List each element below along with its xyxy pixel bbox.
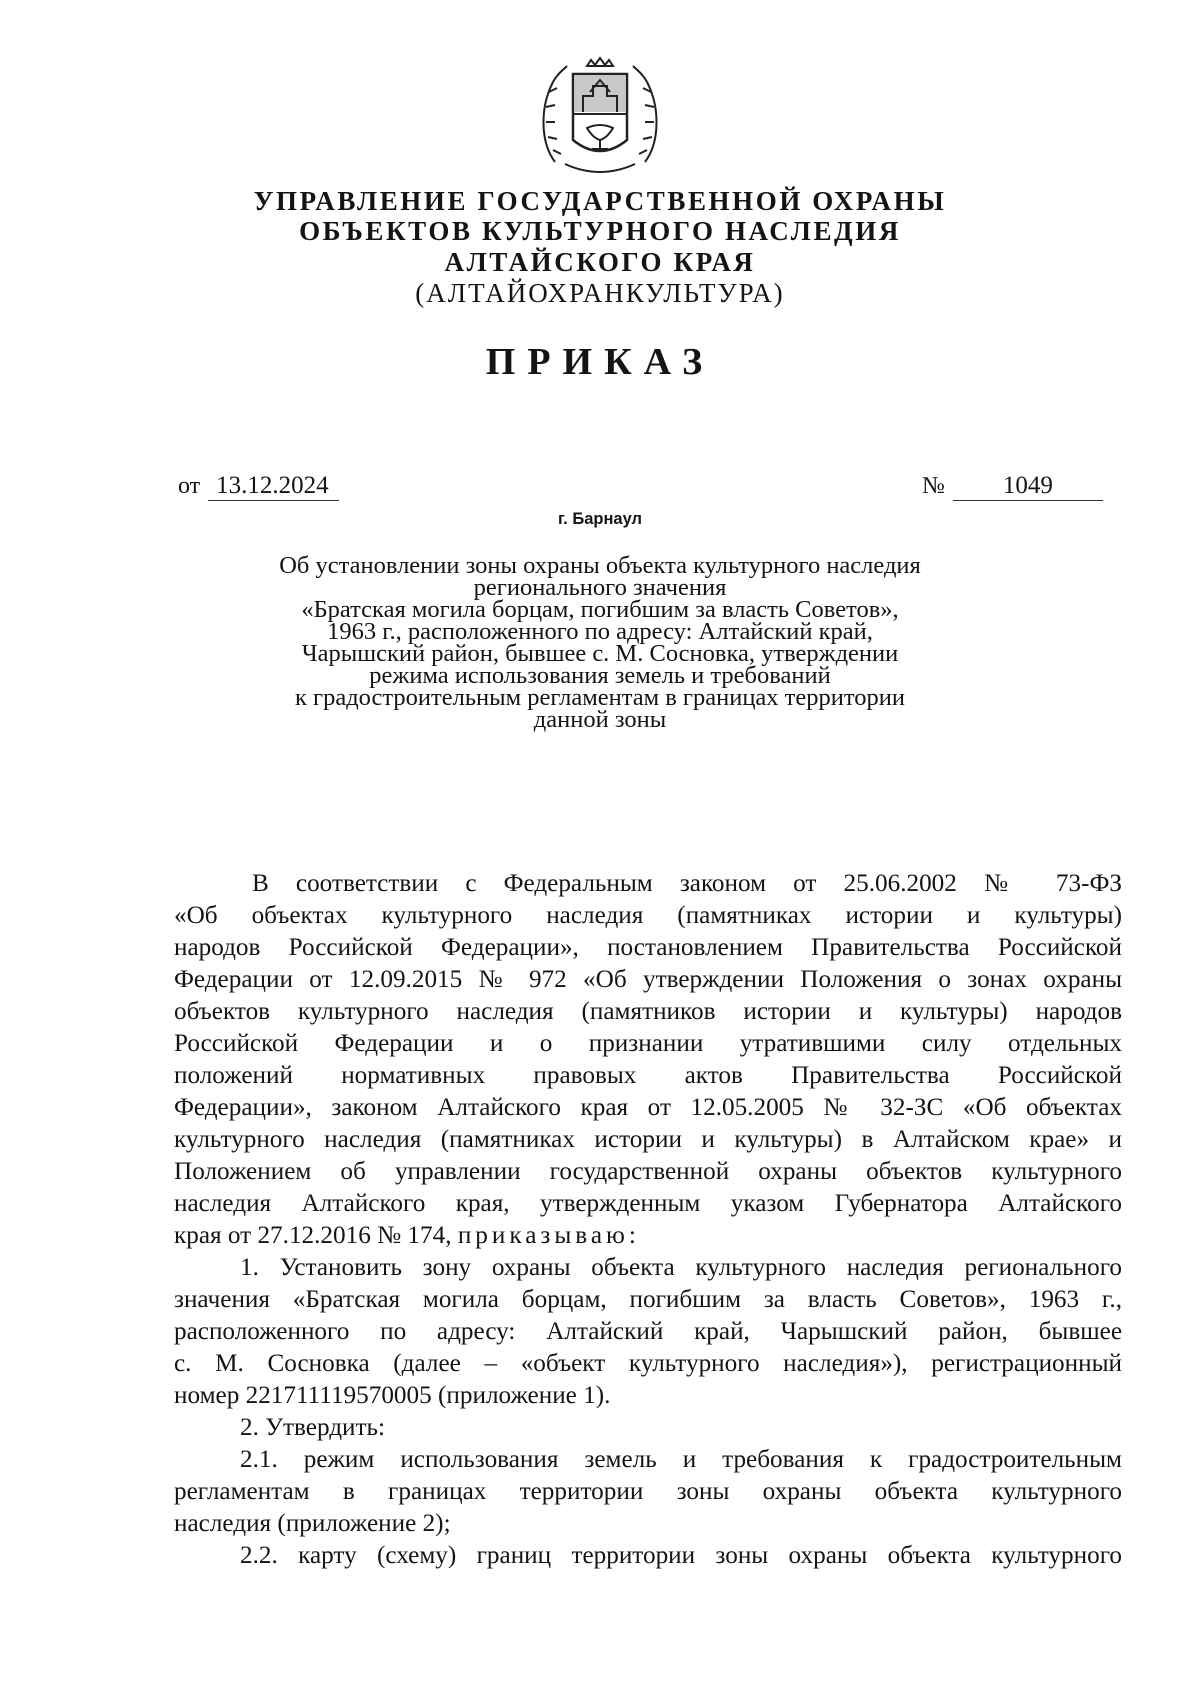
document-number: 1049: [953, 472, 1103, 501]
body-line-last: наследия (приложение 2);: [174, 1510, 451, 1537]
coat-of-arms-emblem: [535, 52, 665, 182]
date-prefix: от: [178, 473, 201, 499]
subject-line: к градостроительным регламентам в границах территории: [295, 684, 905, 711]
body-line: 2.1. режим использования земель и требования к градостроительным: [240, 1446, 1122, 1473]
subject-line: 1963 г., расположенного по адресу: Алтайский край,: [327, 618, 873, 645]
body-line-last: [174, 1220, 1122, 1252]
body-line: Федерации от 12.09.2015 № 972 «Об утверждении Положения о зонах охраны: [174, 966, 1122, 993]
city-name: г. Барнаул: [557, 510, 643, 528]
body-line: «Об объектах культурного наследия (памятниках истории и культуры): [174, 902, 1122, 929]
document-date: 13.12.2024: [208, 472, 339, 501]
subject-line: Чарышский район, бывшее с. М. Сосновка, утверждении: [301, 640, 899, 667]
document-body: [174, 868, 1122, 1572]
body-line: 2. Утвердить:: [240, 1414, 386, 1441]
body-text: края от 27.12.2016 № 174,: [174, 1222, 452, 1249]
header-agency-line1: УПРАВЛЕНИЕ ГОСУДАРСТВЕННОЙ ОХРАНЫ: [253, 186, 947, 216]
body-line: наследия Алтайского края, утвержденным указом Губернатора Алтайского: [174, 1190, 1122, 1217]
body-line: культурного наследия (памятниках истории и культуры) в Алтайском крае» и: [174, 1126, 1122, 1153]
body-line: с. М. Сосновка (далее – «объект культурного наследия»), регистрационный: [174, 1350, 1122, 1377]
body-line: регламентам в границах территории зоны охраны объекта культурного: [174, 1478, 1122, 1505]
document-subject: [240, 552, 960, 733]
body-line: Федерации», законом Алтайского края от 12.05.2005 № 32-ЗС «Об объектах: [174, 1094, 1122, 1121]
header-agency-abbreviation: (АЛТАЙОХРАНКУЛЬТУРА): [415, 278, 785, 308]
date-field: [178, 472, 339, 501]
body-line: расположенного по адресу: Алтайский край, Чарышский район, бывшее: [174, 1318, 1122, 1345]
subject-line: «Братская могила борцам, погибшим за власть Советов»,: [301, 596, 899, 623]
body-line: 1. Установить зону охраны объекта культурного наследия регионального: [240, 1254, 1122, 1281]
order-keyword: приказываю:: [457, 1222, 640, 1249]
subject-line: данной зоны: [533, 706, 667, 733]
body-line: Российской Федерации и о признании утратившими силу отдельных: [174, 1030, 1122, 1057]
body-line: значения «Братская могила борцам, погибшим за власть Советов», 1963 г.,: [174, 1286, 1122, 1313]
body-line: народов Российской Федерации», постановлением Правительства Российской: [174, 934, 1122, 961]
body-line-last: номер 221711119570005 (приложение 1).: [174, 1382, 611, 1409]
subject-line: режима использования земель и требований: [369, 662, 831, 689]
number-field: [922, 472, 1103, 501]
body-line: Положением об управлении государственной охраны объектов культурного: [174, 1158, 1122, 1185]
number-prefix: №: [922, 473, 945, 499]
subject-line: Об установлении зоны охраны объекта культурного наследия: [279, 552, 921, 579]
header-agency-line3: АЛТАЙСКОГО КРАЯ: [444, 247, 756, 277]
body-line: В соответствии с Федеральным законом от 25.06.2002 № 73-ФЗ: [252, 870, 1122, 897]
header-agency-line2: ОБЪЕКТОВ КУЛЬТУРНОГО НАСЛЕДИЯ: [299, 216, 901, 246]
body-line: объектов культурного наследия (памятников истории и культуры) народов: [174, 998, 1122, 1025]
subject-line: регионального значения: [473, 574, 727, 601]
body-line: 2.2. карту (схему) границ территории зоны охраны объекта культурного: [240, 1542, 1122, 1569]
body-line: положений нормативных правовых актов Правительства Российской: [174, 1062, 1122, 1089]
document-title: ПРИКАЗ: [485, 341, 715, 383]
